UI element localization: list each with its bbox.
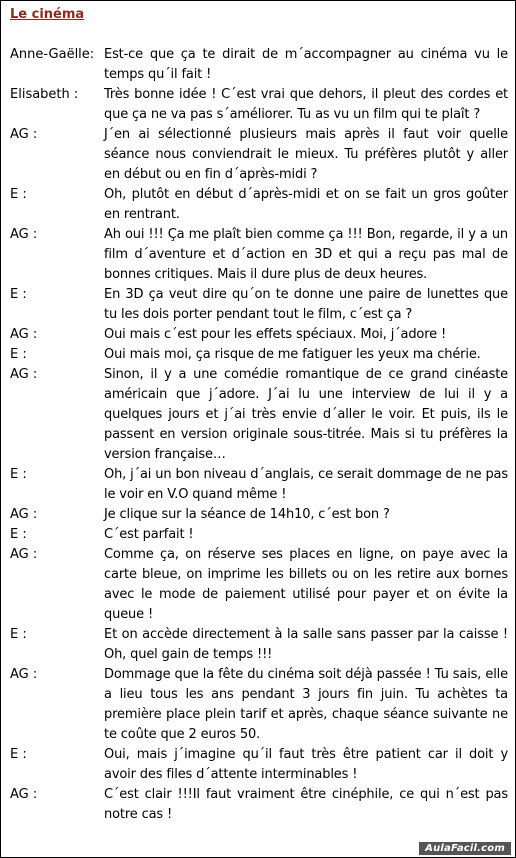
speaker-label: E : <box>10 467 27 482</box>
dialogue-line <box>10 125 508 185</box>
dialogue-line <box>10 545 508 625</box>
dialogue-text: Je clique sur la séance de 14h10, c´est bon ? <box>104 507 390 522</box>
dialogue-line <box>10 465 508 505</box>
dialogue-text: En 3D ça veut dire qu´on te donne une paire de lunettes que tu les dois porter pendant tout le film, c´est ça ? <box>104 287 508 322</box>
dialogue-text: C´est parfait ! <box>104 527 194 542</box>
speaker-label: E : <box>10 287 27 302</box>
dialogue-line <box>10 185 508 225</box>
dialogue-line <box>10 285 508 325</box>
speaker-label: E : <box>10 627 27 642</box>
dialogue-text: J´en ai sélectionné plusieurs mais après il faut voir quelle séance nous conviendrait le mieux. Tu préfères plutôt y aller en début ou en fin d´après-midi ? <box>104 127 508 182</box>
speaker-label: AG : <box>10 507 38 522</box>
dialogue-text: Sinon, il y a une comédie romantique de ce grand cinéaste américain que j´adore. J´ai lu une interview de lui il y a quelques jours et j´ai très envie d´aller le voir. Et puis, ils le passent en version originale sous-titrée. Mais si tu préfères la version française… <box>104 367 508 462</box>
dialogue-text: Oui, mais j´imagine qu´il faut très être patient car il doit y avoir des files d´attente interminables ! <box>104 747 508 782</box>
speaker-label: Elisabeth : <box>10 87 79 102</box>
footer <box>1 842 516 857</box>
dialogue-text: Est-ce que ça te dirait de m´accompagner au cinéma vu le temps qu´il fait ! <box>104 47 508 82</box>
speaker-label: AG : <box>10 667 38 682</box>
speaker-label: AG : <box>10 127 38 142</box>
dialogue-line <box>10 45 508 85</box>
dialogue-line <box>10 365 508 465</box>
speaker-label: E : <box>10 187 27 202</box>
speaker-label: E : <box>10 747 27 762</box>
dialogue-text: Comme ça, on réserve ses places en ligne, on paye avec la carte bleue, on imprime les billets ou on les retire aux bornes avec le mode de paiement utilisé pour payer et on évite la queue ! <box>104 547 508 622</box>
dialogue-list <box>10 45 508 825</box>
speaker-label: AG : <box>10 367 38 382</box>
dialogue-line <box>10 345 508 365</box>
dialogue-line <box>10 225 508 285</box>
speaker-label: AG : <box>10 327 38 342</box>
dialogue-line <box>10 745 508 785</box>
aulafacil-logo: AulaFacil.com <box>419 842 511 855</box>
dialogue-text: Et on accède directement à la salle sans passer par la caisse ! Oh, quel gain de temps !!! <box>104 627 508 662</box>
dialogue-text: Très bonne idée ! C´est vrai que dehors, il pleut des cordes et que ça ne va pas s´améliorer. Tu as vu un film qui te plaît ? <box>104 87 508 122</box>
speaker-label: E : <box>10 527 27 542</box>
dialogue-line <box>10 525 508 545</box>
dialogue-text: Ah oui !!! Ça me plaît bien comme ça !!! Bon, regarde, il y a un film d´aventure et d´action en 3D et qui a reçu pas mal de bonnes critiques. Mais il dure plus de deux heures. <box>104 227 508 282</box>
dialogue-text: Oh, j´ai un bon niveau d´anglais, ce serait dommage de ne pas le voir en V.O quand même ! <box>104 467 508 502</box>
dialogue-text: Oui mais c´est pour les effets spéciaux. Moi, j´adore ! <box>104 327 447 342</box>
dialogue-line <box>10 505 508 525</box>
page-title: Le cinéma <box>10 7 85 22</box>
dialogue-line <box>10 325 508 345</box>
dialogue-text: Dommage que la fête du cinéma soit déjà passée ! Tu sais, elle a lieu tous les ans pendant 3 jours fin juin. Tu achètes ta première place plein tarif et après, chaque séance suivante ne te coûte que 2 euros 50. <box>104 667 508 742</box>
speaker-label: Anne-Gaëlle: <box>10 47 95 62</box>
dialogue-line <box>10 665 508 745</box>
dialogue-line <box>10 625 508 665</box>
dialogue-line <box>10 785 508 825</box>
speaker-label: AG : <box>10 787 38 802</box>
dialogue-line <box>10 85 508 125</box>
speaker-label: AG : <box>10 547 38 562</box>
speaker-label: AG : <box>10 227 38 242</box>
speaker-label: E : <box>10 347 27 362</box>
dialogue-text: Oui mais moi, ça risque de me fatiguer les yeux ma chérie. <box>104 347 481 362</box>
dialogue-text: C´est clair !!!Il faut vraiment être cinéphile, ce qui n´est pas notre cas ! <box>104 787 508 822</box>
dialogue-text: Oh, plutôt en début d´après-midi et on se fait un gros goûter en rentrant. <box>104 187 508 222</box>
